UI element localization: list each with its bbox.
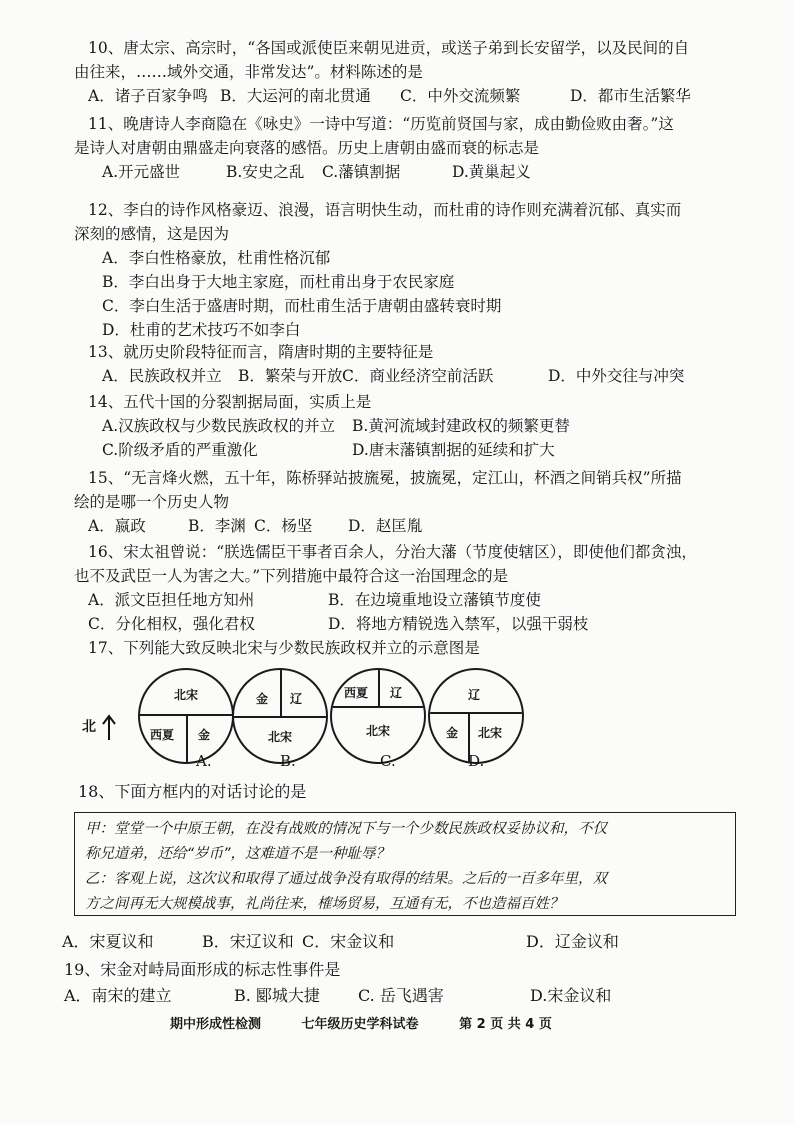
north-label: 北 <box>82 719 96 735</box>
q19-stem: 19、宋金对峙局面形成的标志性事件是 <box>64 960 341 979</box>
q16-stem-line2: 也不及武臣一人为害之大。”下列措施中最符合这一治国理念的是 <box>74 567 509 585</box>
q19-options <box>64 984 744 1008</box>
q13-option-a[interactable]: A．民族政权并立 <box>102 367 222 385</box>
q18-option-a[interactable]: A．宋夏议和 <box>62 932 154 951</box>
diagram-a-bottom-left: 西夏 <box>150 728 175 742</box>
dialogue-line-4: 方之间再无大规模战事，礼尚往来，榷场贸易，互通有无，不也造福百姓？ <box>85 896 564 912</box>
q15-option-c[interactable]: C．杨坚 <box>254 517 313 535</box>
q18-option-d[interactable]: D．辽金议和 <box>526 932 619 951</box>
diagram-c-top-left: 西夏 <box>344 686 369 700</box>
q18-option-c[interactable]: C．宋金议和 <box>302 932 395 951</box>
footer-page-number: 第 2 页 共 4 页 <box>459 1017 552 1032</box>
q13-option-b[interactable]: B．繁荣与开放 <box>238 367 343 385</box>
diagram-b-top-right: 辽 <box>290 692 303 706</box>
q14-option-d[interactable]: D.唐末藩镇割据的延续和扩大 <box>352 441 555 459</box>
diagram-d[interactable] <box>428 668 524 764</box>
diagram-d-label[interactable]: D. <box>468 752 485 770</box>
north-arrow <box>82 714 117 740</box>
dialogue-line-3: 乙：客观上说，这次议和取得了通过战争没有取得的结果。之后的一百多年里，双 <box>85 871 607 887</box>
q10-option-b[interactable]: B．大运河的南北贯通 <box>220 87 371 105</box>
q11-option-b[interactable]: B.安史之乱 <box>226 163 305 181</box>
q11-stem-line2: 是诗人对唐朝由鼎盛走向衰落的感悟。历史上唐朝由盛而衰的标志是 <box>74 139 540 157</box>
q16-option-c[interactable]: C．分化相权，强化君权 <box>88 615 255 633</box>
footer-exam-name: 期中形成性检测 <box>170 1017 262 1032</box>
diagram-a-top: 北宋 <box>174 688 199 702</box>
dialogue-line-2: 称兄道弟，还给“岁币”，这难道不是一种耻辱？ <box>85 846 391 862</box>
q14-option-a[interactable]: A.汉族政权与少数民族政权的并立 <box>102 417 336 435</box>
q19-option-d[interactable]: D.宋金议和 <box>530 986 612 1005</box>
q18-dialogue-box <box>74 812 736 916</box>
page-footer <box>170 1013 670 1032</box>
q18-options <box>62 930 742 954</box>
diagram-b-label[interactable]: B. <box>280 752 296 770</box>
question-19 <box>64 958 744 1008</box>
diagram-c-bottom: 北宋 <box>366 724 391 738</box>
diagram-d-bottom-right: 北宋 <box>478 726 503 740</box>
q19-option-c[interactable]: C. 岳飞遇害 <box>358 986 444 1005</box>
q13-option-d[interactable]: D．中外交往与冲突 <box>548 367 685 385</box>
q13-option-c[interactable]: C．商业经济空前活跃 <box>342 367 494 385</box>
diagram-c-top-right: 辽 <box>390 686 403 700</box>
footer-subject: 七年级历史学科试卷 <box>301 1017 419 1032</box>
question-16 <box>74 540 768 636</box>
q10-stem-line1: 10、唐太宗、高宗时，“各国或派使臣来朝见进贡，或送子弟到长安留学，以及民间的自 <box>88 39 690 57</box>
diagram-d-top: 辽 <box>468 688 481 702</box>
question-18 <box>78 780 758 804</box>
q18-option-b[interactable]: B．宋辽议和 <box>202 932 294 951</box>
q13-options <box>102 364 768 388</box>
q16-stem-line1: 16、宋太祖曾说：“朕选儒臣干事者百余人，分治大藩（节度使辖区），即使他们都贪浊， <box>88 543 697 561</box>
q15-option-d[interactable]: D．赵匡胤 <box>348 517 423 535</box>
q14-option-b[interactable]: B.黄河流域封建政权的频繁更替 <box>352 417 570 435</box>
q12-option-b[interactable]: B．李白出身于大地主家庭，而杜甫出身于农民家庭 <box>102 273 455 291</box>
q14-options-row1 <box>102 414 768 438</box>
q17-diagrams <box>82 668 532 778</box>
q10-options <box>88 84 768 108</box>
diagram-c-label[interactable]: C. <box>380 752 396 770</box>
q10-option-d[interactable]: D．都市生活繁华 <box>570 87 691 105</box>
q13-stem: 13、就历史阶段特征而言，隋唐时期的主要特征是 <box>88 343 434 361</box>
q16-option-d[interactable]: D．将地方精锐选入禁军，以强干弱枝 <box>328 615 589 633</box>
question-10 <box>74 36 768 108</box>
question-12 <box>74 198 768 342</box>
question-17 <box>88 636 768 660</box>
q15-option-a[interactable]: A．嬴政 <box>88 517 146 535</box>
q15-stem-line2: 绘的是哪一个历史人物 <box>74 493 230 511</box>
q10-option-c[interactable]: C．中外交流频繁 <box>400 87 521 105</box>
question-13 <box>88 340 768 388</box>
q12-stem-line1: 12、李白的诗作风格豪迈、浪漫，语言明快生动，而杜甫的诗作则充满着沉郁、真实而 <box>88 201 682 219</box>
question-11 <box>74 112 768 184</box>
q19-option-a[interactable]: A．南宋的建立 <box>64 986 172 1005</box>
q11-option-d[interactable]: D.黄巢起义 <box>452 163 531 181</box>
q11-options <box>102 160 768 184</box>
q15-options <box>88 514 768 538</box>
diagram-d-bottom-left: 金 <box>446 726 459 740</box>
q14-options-row2 <box>102 438 768 462</box>
q17-stem: 17、下列能大致反映北宋与少数民族政权并立的示意图是 <box>88 639 480 657</box>
q14-stem: 14、五代十国的分裂割据局面，实质上是 <box>88 393 372 411</box>
q15-stem-line1: 15、“无言烽火燃，五十年，陈桥驿站披旒冕，披旒冕，定江山，杯酒之间销兵权”所描 <box>88 469 682 487</box>
diagram-b-bottom: 北宋 <box>268 730 293 744</box>
q16-option-b[interactable]: B．在边境重地设立藩镇节度使 <box>328 591 541 609</box>
q16-option-a[interactable]: A．派文臣担任地方知州 <box>88 591 255 609</box>
dialogue-line-1: 甲：堂堂一个中原王朝，在没有战败的情况下与一个少数民族政权妥协议和，不仅 <box>85 821 607 837</box>
q12-option-a[interactable]: A．李白性格豪放，杜甫性格沉郁 <box>102 249 331 267</box>
diagram-b-top-left: 金 <box>256 692 269 706</box>
q12-stem-line2: 深刻的感情，这是因为 <box>74 225 230 243</box>
diagram-a[interactable] <box>138 668 234 764</box>
q11-option-c[interactable]: C.藩镇割据 <box>322 163 401 181</box>
q16-options-row2 <box>88 612 768 636</box>
q12-option-c[interactable]: C．李白生活于盛唐时期，而杜甫生活于唐朝由盛转衰时期 <box>102 297 502 315</box>
question-15 <box>74 466 768 538</box>
diagram-a-bottom-right: 金 <box>198 728 211 742</box>
north-arrow-icon <box>101 714 117 740</box>
q10-option-a[interactable]: A．诸子百家争鸣 <box>88 87 208 105</box>
q11-stem-line1: 11、晚唐诗人李商隐在《咏史》一诗中写道：“历览前贤国与家，成由勤俭败由奢。”这 <box>88 115 674 133</box>
q10-stem-line2: 由往来，……域外交通，非常发达”。材料陈述的是 <box>74 63 423 81</box>
q12-option-d[interactable]: D．杜甫的艺术技巧不如李白 <box>102 321 301 339</box>
q11-option-a[interactable]: A.开元盛世 <box>102 163 181 181</box>
question-14 <box>88 390 768 462</box>
q16-options-row1 <box>88 588 768 612</box>
diagram-c[interactable] <box>330 668 426 764</box>
q18-stem: 18、下面方框内的对话讨论的是 <box>78 782 307 801</box>
diagram-a-label[interactable]: A. <box>196 752 212 770</box>
diagram-b[interactable] <box>232 668 328 764</box>
q15-option-b[interactable]: B．李渊 <box>188 517 246 535</box>
q14-option-c[interactable]: C.阶级矛盾的严重激化 <box>102 441 258 459</box>
q19-option-b[interactable]: B. 郾城大捷 <box>234 986 320 1005</box>
